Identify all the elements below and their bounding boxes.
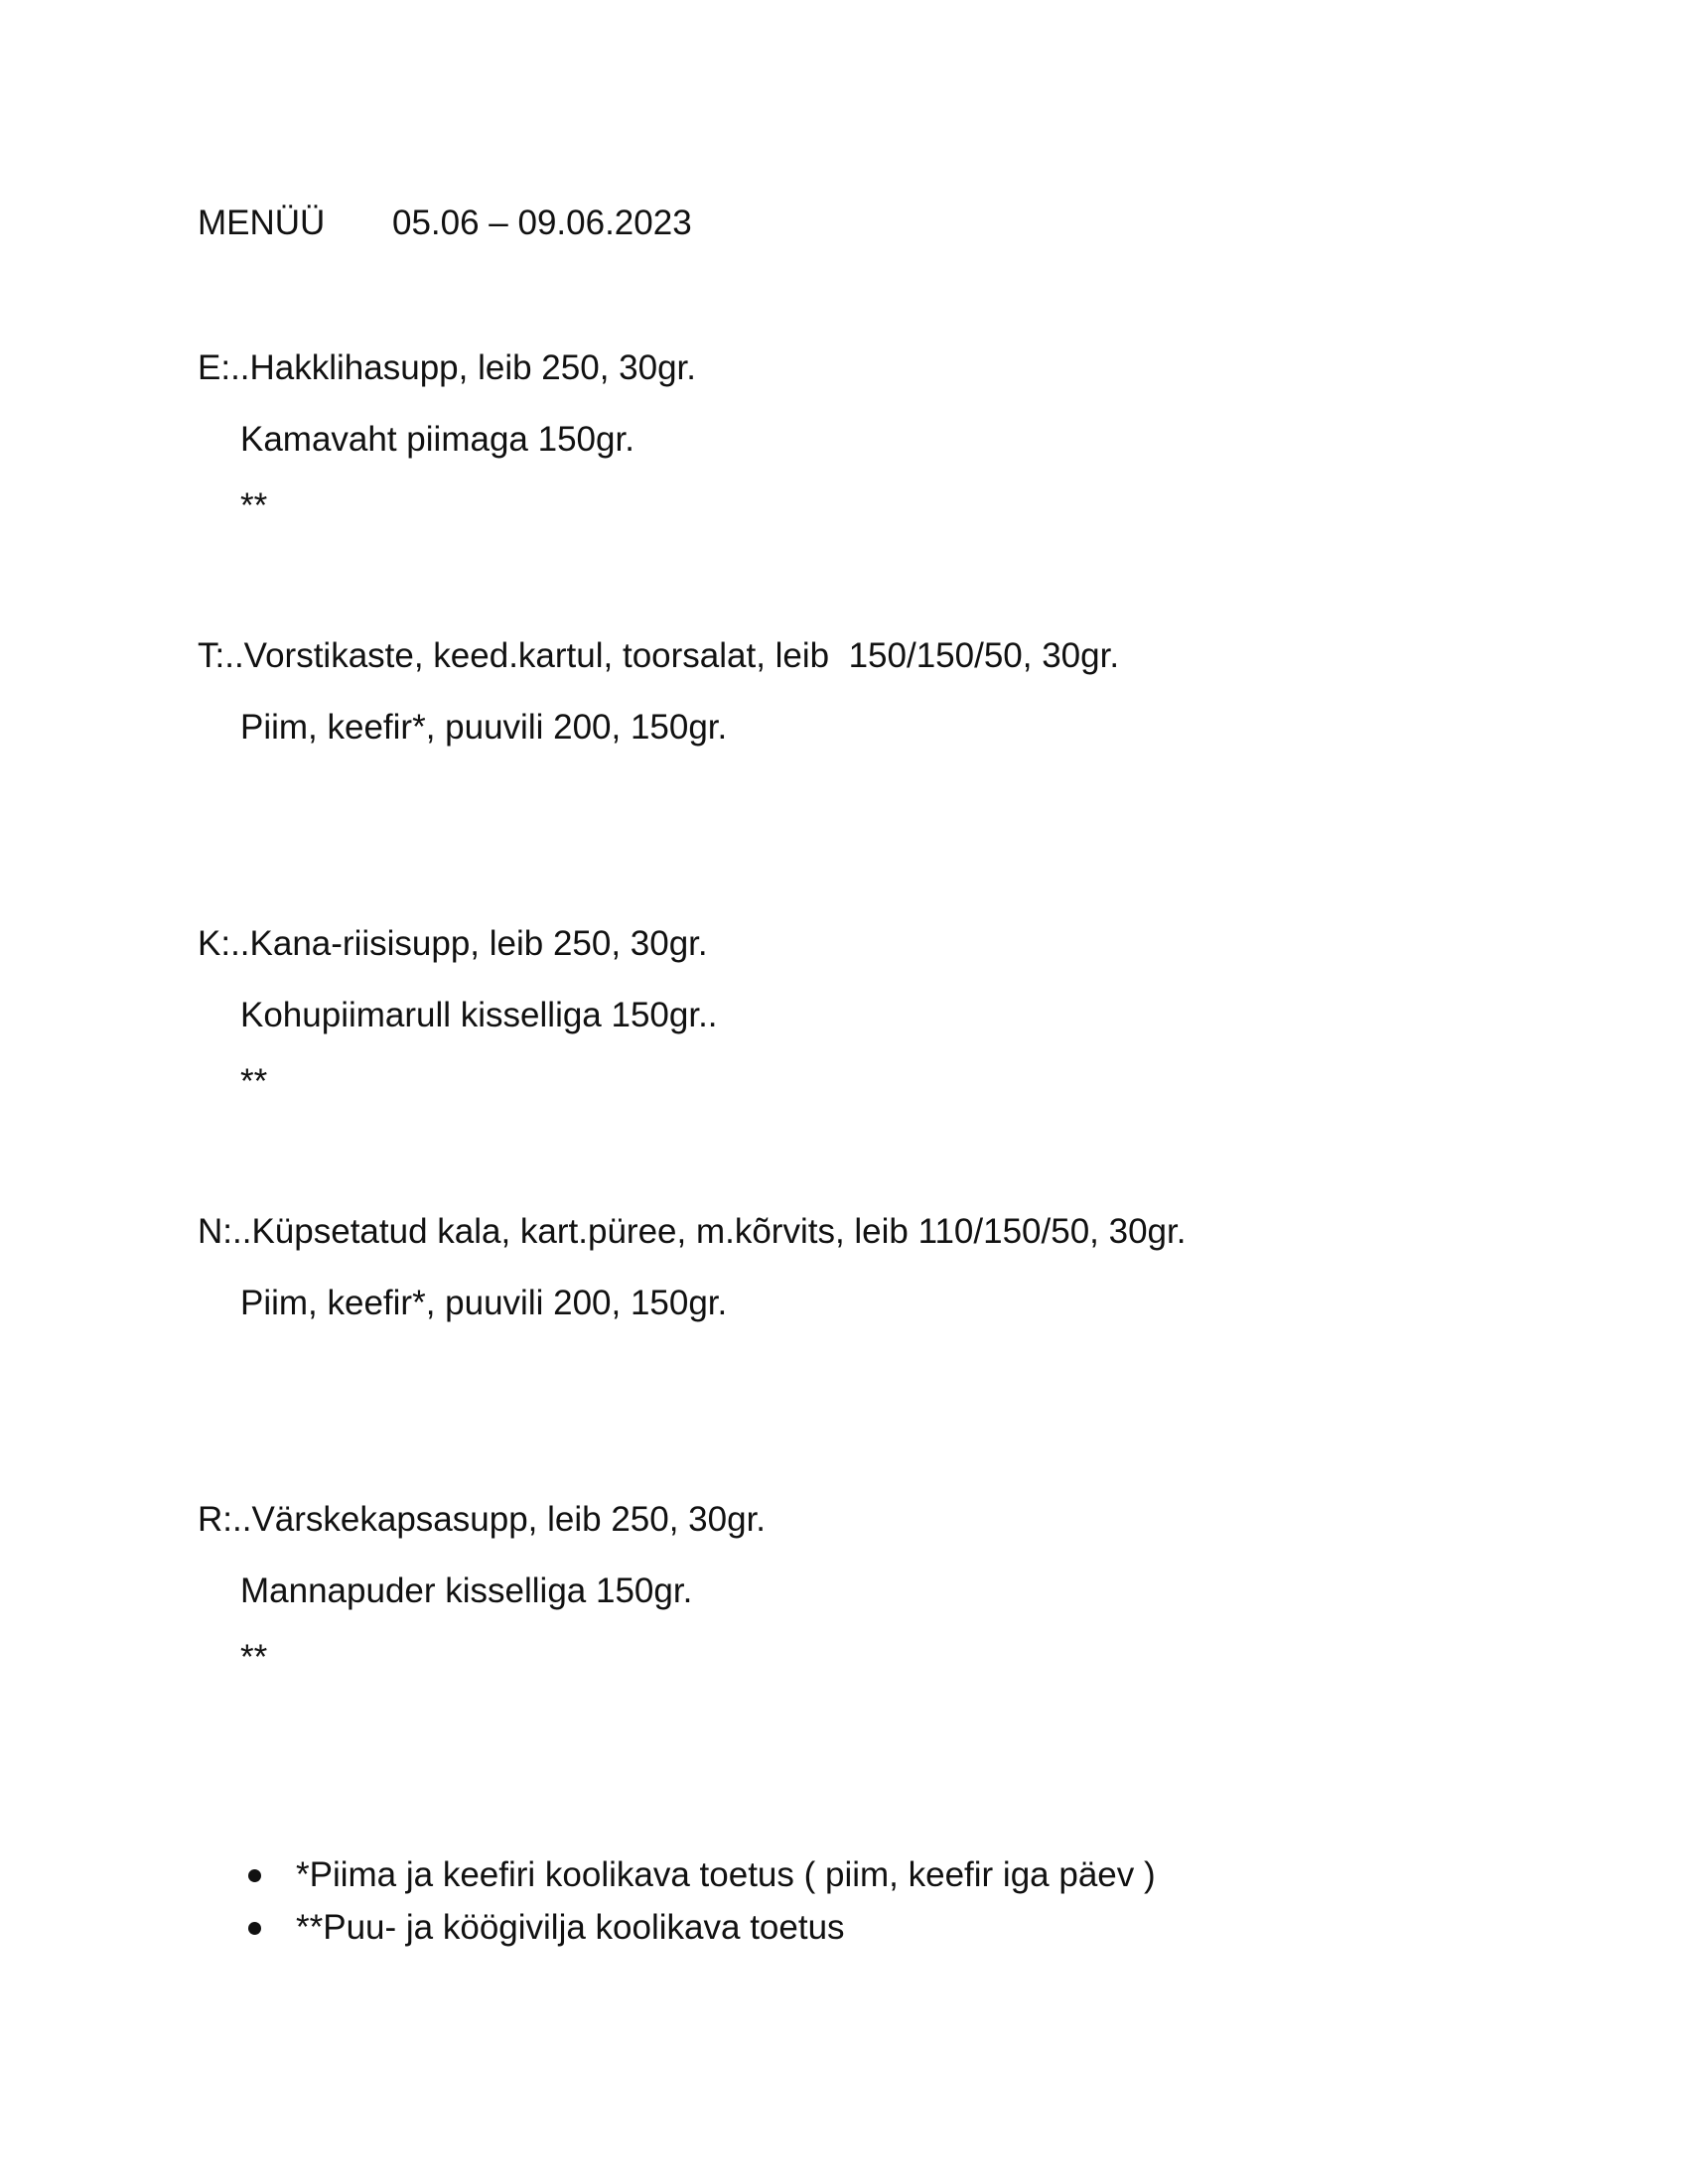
bullet-icon	[248, 1922, 261, 1935]
day-monday-main: E:..Hakklihasupp, leib 250, 30gr.	[198, 348, 696, 387]
day-wednesday-line-2: **	[240, 1062, 268, 1101]
day-wednesday-main: K:..Kana-riisisupp, leib 250, 30gr.	[198, 924, 708, 963]
day-monday-line-1: Kamavaht piimaga 150gr.	[240, 420, 634, 459]
note-milk-support: *Piima ja keefiri koolikava toetus ( piim, keefir iga päev )	[296, 1855, 1156, 1894]
day-friday-line-2: **	[240, 1638, 268, 1677]
day-tuesday-line-1: Piim, keefir*, puuvili 200, 150gr.	[240, 708, 728, 747]
menu-title: MENÜÜ	[198, 204, 326, 242]
day-friday-main: R:..Värskekapsasupp, leib 250, 30gr.	[198, 1500, 767, 1539]
day-friday-line-1: Mannapuder kisselliga 150gr.	[240, 1571, 693, 1610]
note-fruit-support: **Puu- ja köögivilja koolikava toetus	[296, 1908, 845, 1947]
menu-dates: 05.06 – 09.06.2023	[392, 204, 692, 242]
day-thursday-line-1: Piim, keefir*, puuvili 200, 150gr.	[240, 1284, 728, 1322]
day-thursday-main: N:..Küpsetatud kala, kart.püree, m.kõrvits, leib 110/150/50, 30gr.	[198, 1212, 1187, 1251]
day-tuesday-main: T:..Vorstikaste, keed.kartul, toorsalat, leib 150/150/50, 30gr.	[198, 636, 1120, 675]
bullet-icon	[248, 1869, 261, 1882]
day-monday-line-2: **	[240, 486, 268, 525]
day-wednesday-line-1: Kohupiimarull kisselliga 150gr..	[240, 996, 718, 1034]
